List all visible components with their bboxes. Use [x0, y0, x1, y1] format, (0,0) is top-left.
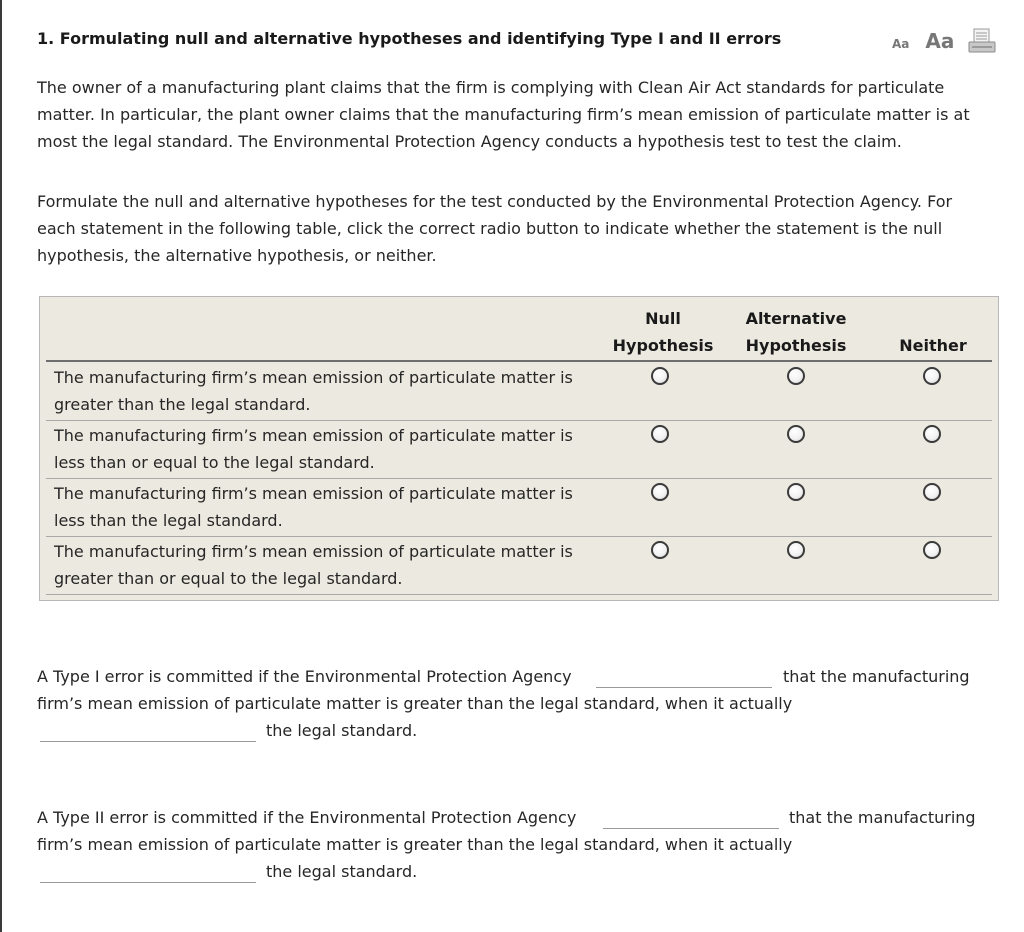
row3-alternative-radio[interactable] — [787, 483, 805, 501]
type1-text-part4: the legal standard. — [266, 721, 418, 740]
font-size-small-button[interactable]: Aa — [892, 36, 910, 51]
header-alt-line2: Hypothesis — [745, 336, 847, 355]
header-null-line2: Hypothesis — [612, 336, 714, 355]
question-number: 1. — [37, 29, 55, 48]
header-alt-line1: Alternative — [745, 309, 847, 328]
row3-null-radio[interactable] — [651, 483, 669, 501]
statement-text: The manufacturing firm’s mean emission of particulate matter is greater than or equal to the legal standard. — [54, 542, 573, 588]
type1-text-part3: firm’s mean emission of particulate matter is greater than the legal standard, when it actually — [37, 694, 793, 713]
type2-text-part1: A Type II error is committed if the Environmental Protection Agency — [37, 808, 577, 827]
intro-paragraph: The owner of a manufacturing plant claims that the firm is complying with Clean Air Act standards for particulate matter. In particular, the plant owner claims that the manufacturing firm’s mean emission of particulate matter is at most the legal standard. The Environmental Protection Agency conducts a hypothesis test to test the claim. — [37, 78, 970, 151]
row2-null-radio[interactable] — [651, 425, 669, 443]
type2-dropdown-2[interactable] — [40, 882, 256, 883]
text-tools — [892, 28, 996, 54]
hypotheses-table — [39, 296, 999, 601]
row2-alternative-radio[interactable] — [787, 425, 805, 443]
table-row — [46, 478, 992, 537]
statement-text: The manufacturing firm’s mean emission of particulate matter is less than the legal standard. — [54, 484, 573, 530]
statement-text: The manufacturing firm’s mean emission of particulate matter is greater than the legal standard. — [54, 368, 573, 414]
type1-dropdown-1[interactable] — [596, 687, 772, 688]
row1-neither-radio[interactable] — [923, 367, 941, 385]
type1-text-part1: A Type I error is committed if the Environmental Protection Agency — [37, 667, 572, 686]
row1-null-radio[interactable] — [651, 367, 669, 385]
table-row — [46, 536, 992, 595]
row2-neither-radio[interactable] — [923, 425, 941, 443]
instructions-paragraph: Formulate the null and alternative hypotheses for the test conducted by the Environmental Protection Agency. For each statement in the following table, click the correct radio button to indicate whether the statement is the null hypothesis, the alternative hypothesis, or neither. — [37, 192, 953, 265]
row4-null-radio[interactable] — [651, 541, 669, 559]
row1-alternative-radio[interactable] — [787, 367, 805, 385]
type2-text-part4: the legal standard. — [266, 862, 418, 881]
type2-text-part3: firm’s mean emission of particulate matter is greater than the legal standard, when it actually — [37, 835, 793, 854]
row4-neither-radio[interactable] — [923, 541, 941, 559]
type1-text-part2: that the manufacturing — [783, 667, 970, 686]
type2-text-part2: that the manufacturing — [789, 808, 976, 827]
font-size-large-button[interactable]: Aa — [925, 29, 955, 53]
question-title-text: Formulating null and alternative hypotheses and identifying Type I and II errors — [59, 29, 782, 48]
header-null-line1: Null — [645, 309, 681, 328]
type2-dropdown-1[interactable] — [603, 828, 779, 829]
statement-text: The manufacturing firm’s mean emission of particulate matter is less than or equal to the legal standard. — [54, 426, 573, 472]
header-null-hypothesis — [608, 305, 718, 359]
row4-alternative-radio[interactable] — [787, 541, 805, 559]
row3-neither-radio[interactable] — [923, 483, 941, 501]
type1-dropdown-2[interactable] — [40, 741, 256, 742]
question-title — [37, 29, 781, 48]
left-border — [0, 0, 2, 932]
table-row — [46, 362, 992, 421]
table-row — [46, 420, 992, 479]
header-neither: Neither — [899, 336, 967, 355]
header-alternative-hypothesis — [740, 305, 852, 359]
print-icon[interactable] — [968, 28, 996, 54]
